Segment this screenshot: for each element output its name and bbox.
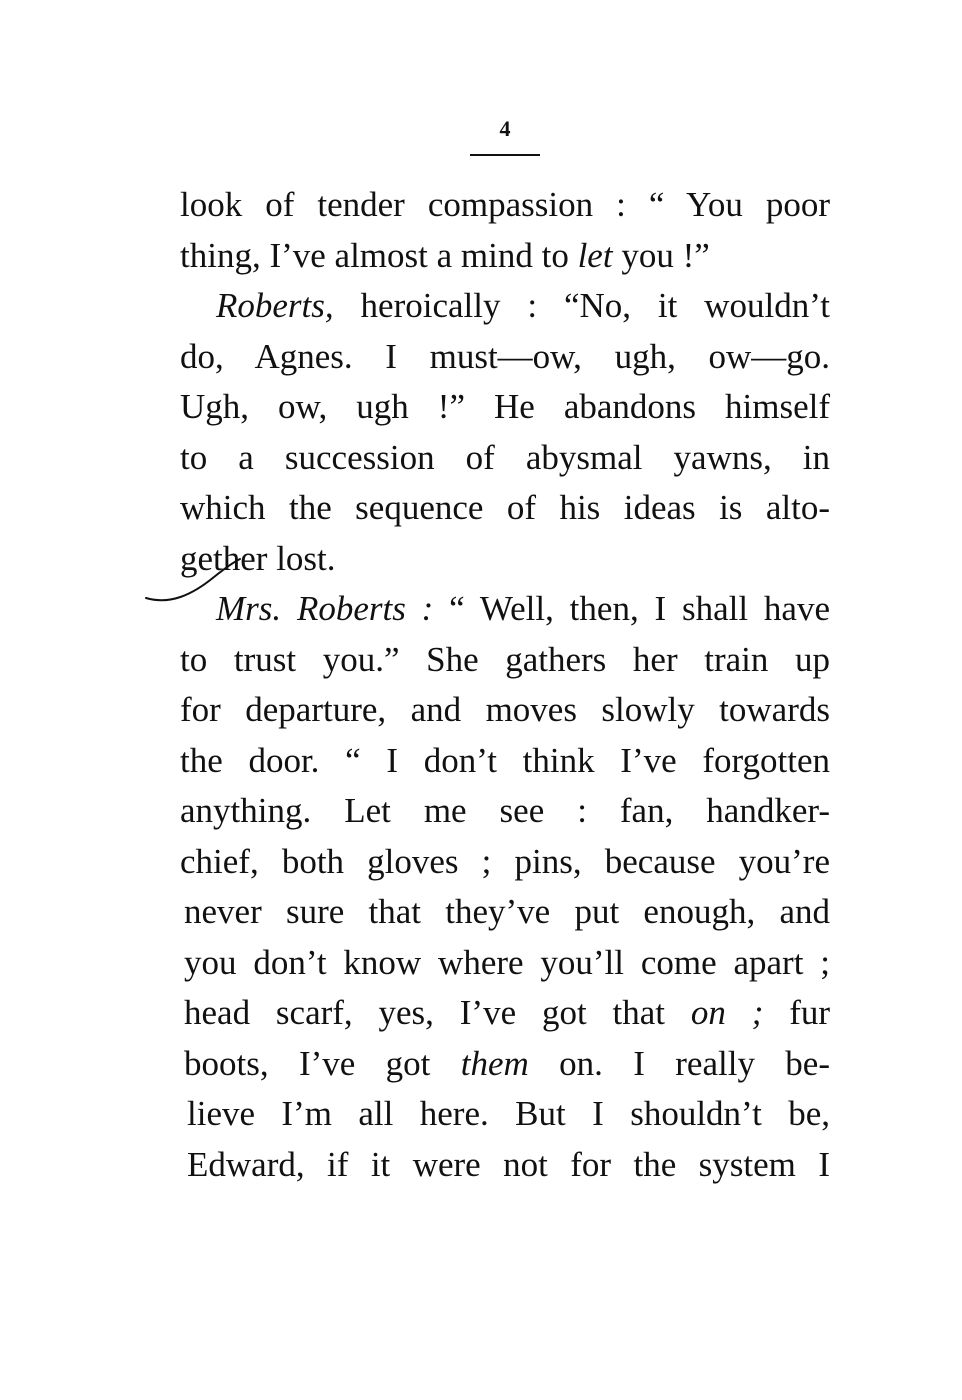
text-line: lieve I’m all here. But I shouldn’t be, [187,1094,830,1133]
text-line: Edward, if it were not for the system I [187,1144,830,1184]
text-line: anything. Let me see : fan, handker- [180,791,830,830]
speaker-name: Roberts, [216,286,334,325]
speaker-name: Mrs. Roberts : [216,589,434,628]
body-text [180,180,830,1190]
text-line: to a succession of abysmal yawns, in [180,437,830,477]
text-line: head scarf, yes, I’ve got that on ; fur [184,993,830,1032]
page-number-rule [470,154,540,156]
text-line: Roberts, heroically : “No, it wouldn’t [216,286,830,325]
text-line: to trust you.” She gathers her train up [180,639,830,679]
text-line: do, Agnes. I must—ow, ugh, ow—go. [180,336,830,376]
text-line: the door. “ I don’t think I’ve forgotten [180,740,830,780]
text-line: never sure that they’ve put enough, and [184,892,830,931]
text-line: thing, I’ve almost a mind to let you !” [180,235,710,275]
text-line: which the sequence of his ideas is alto- [180,488,830,527]
text-line: Mrs. Roberts : “ Well, then, I shall have [216,589,830,628]
text-line: boots, I’ve got them on. I really be- [184,1043,830,1083]
text-line: gether lost. [180,538,336,578]
text-line: chief, both gloves ; pins, because you’re [180,841,830,881]
text-line: for departure, and moves slowly towards [180,690,830,729]
text-line: you don’t know where you’ll come apart ; [184,942,830,982]
page-number: 4 [499,116,511,141]
text-line: Ugh, ow, ugh !” He abandons himself [180,387,830,426]
text-line: look of tender compassion : “ You poor [180,185,830,224]
